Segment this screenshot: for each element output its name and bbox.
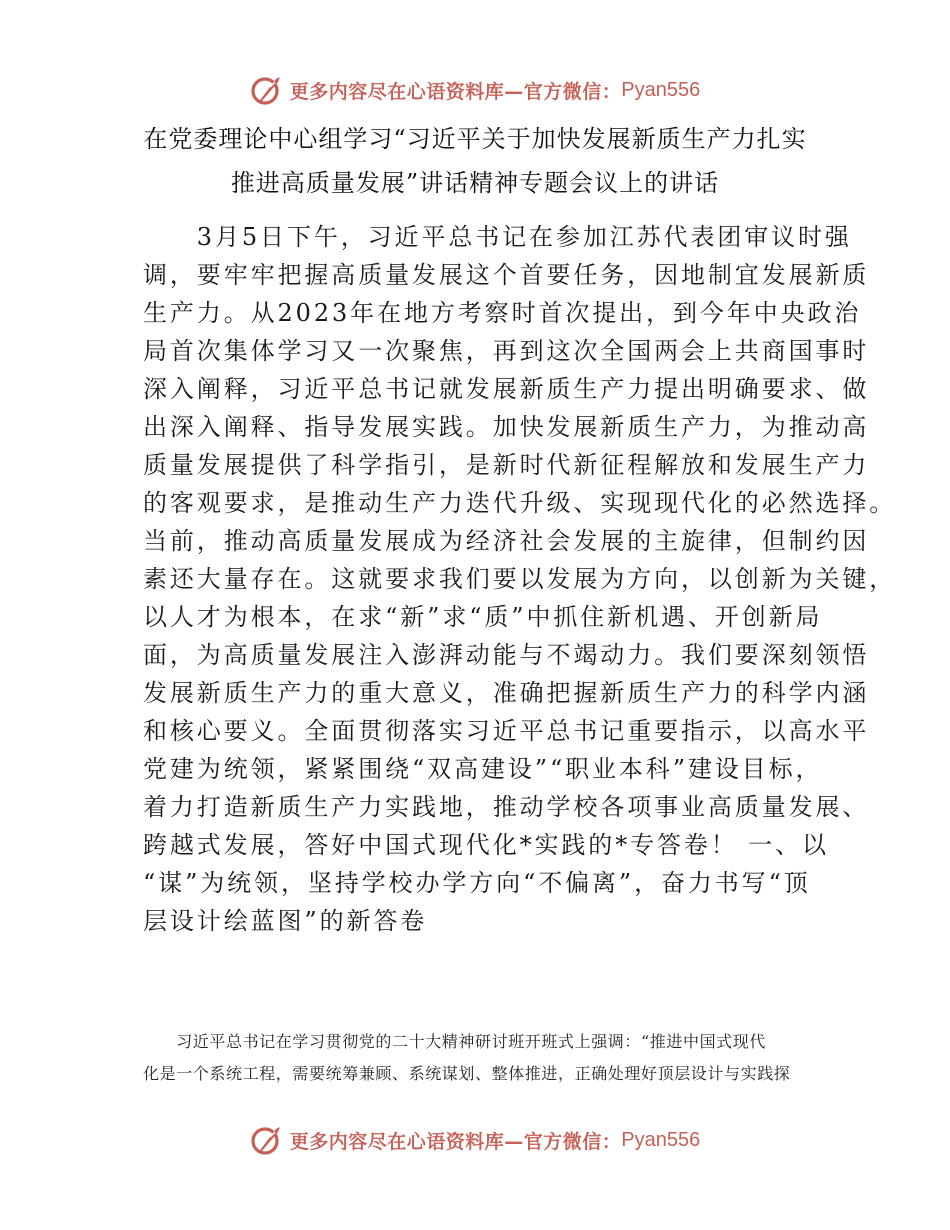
body-line: 面，为高质量发展注入澎湃动能与不竭动力。我们要深刻领悟	[143, 641, 870, 669]
header-banner	[0, 70, 950, 110]
footer-banner-wechat-id: Pyan556	[621, 1128, 701, 1151]
body-line: 生产力。从2023年在地方考察时首次提出，到今年中央政治	[143, 299, 862, 327]
body-paragraph	[143, 218, 897, 940]
body-line: 的客观要求，是推动生产力迭代升级、实现现代化的必然选择。	[143, 489, 897, 517]
body-line: 3月5日下午，习近平总书记在参加江苏代表团审议时强	[143, 223, 852, 251]
body-line: “谋”为统领，坚持学校办学方向“不偏离”，奋力书写“顶	[143, 869, 811, 897]
footer-banner-text: 更多内容尽在心语资料库—官方微信：	[289, 1130, 622, 1153]
small-paragraph-line: 习近平总书记在学习贯彻党的二十大精神研讨班开班式上强调：“推进中国式现代	[143, 1032, 766, 1051]
body-line: 跨越式发展，答好中国式现代化*实践的*专答卷！ 一、以	[143, 831, 829, 859]
document-title-line-1: 在党委理论中心组学习“习近平关于加快发展新质生产力扎实	[143, 125, 807, 153]
quill-pen-circle-icon	[250, 73, 284, 107]
body-line: 和核心要义。全面贯彻落实习近平总书记重要指示，以高水平	[143, 717, 870, 745]
body-line: 层设计绘蓝图”的新答卷	[143, 907, 428, 935]
body-line: 调，要牢牢把握高质量发展这个首要任务，因地制宜发展新质	[143, 261, 870, 289]
body-line: 局首次集体学习又一次聚焦，再到这次全国两会上共商国事时	[143, 337, 870, 365]
body-line: 质量发展提供了科学指引，是新时代新征程解放和发展生产力	[143, 451, 870, 479]
header-banner-text: 更多内容尽在心语资料库—官方微信：	[289, 80, 622, 103]
footer-banner	[0, 1120, 950, 1160]
header-banner-wechat-id: Pyan556	[621, 78, 701, 101]
quill-pen-circle-icon	[250, 1123, 284, 1157]
small-paragraph-line: 化是一个系统工程，需要统筹兼顾、系统谋划、整体推进，正确处理好顶层设计与实践探	[143, 1064, 791, 1083]
body-line: 党建为统领，紧紧围绕“双高建设”“职业本科”建设目标，	[143, 755, 823, 783]
document-title-line-2: 推进高质量发展”讲话精神专题会议上的讲话	[230, 169, 720, 197]
body-line: 出深入阐释、指导发展实践。加快发展新质生产力，为推动高	[143, 413, 870, 441]
body-line: 当前，推动高质量发展成为经济社会发展的主旋律，但制约因	[143, 527, 870, 555]
body-line: 发展新质生产力的重大意义，准确把握新质生产力的科学内涵	[143, 679, 870, 707]
small-paragraph	[143, 1026, 833, 1090]
body-line: 深入阐释，习近平总书记就发展新质生产力提出明确要求、做	[143, 375, 870, 403]
body-line: 以人才为根本，在求“新”求“质”中抓住新机遇、开创新局	[143, 603, 823, 631]
body-line: 素还大量存在。这就要求我们要以发展为方向，以创新为关键，	[143, 565, 897, 593]
body-line: 着力打造新质生产力实践地，推动学校各项事业高质量发展、	[143, 793, 870, 821]
